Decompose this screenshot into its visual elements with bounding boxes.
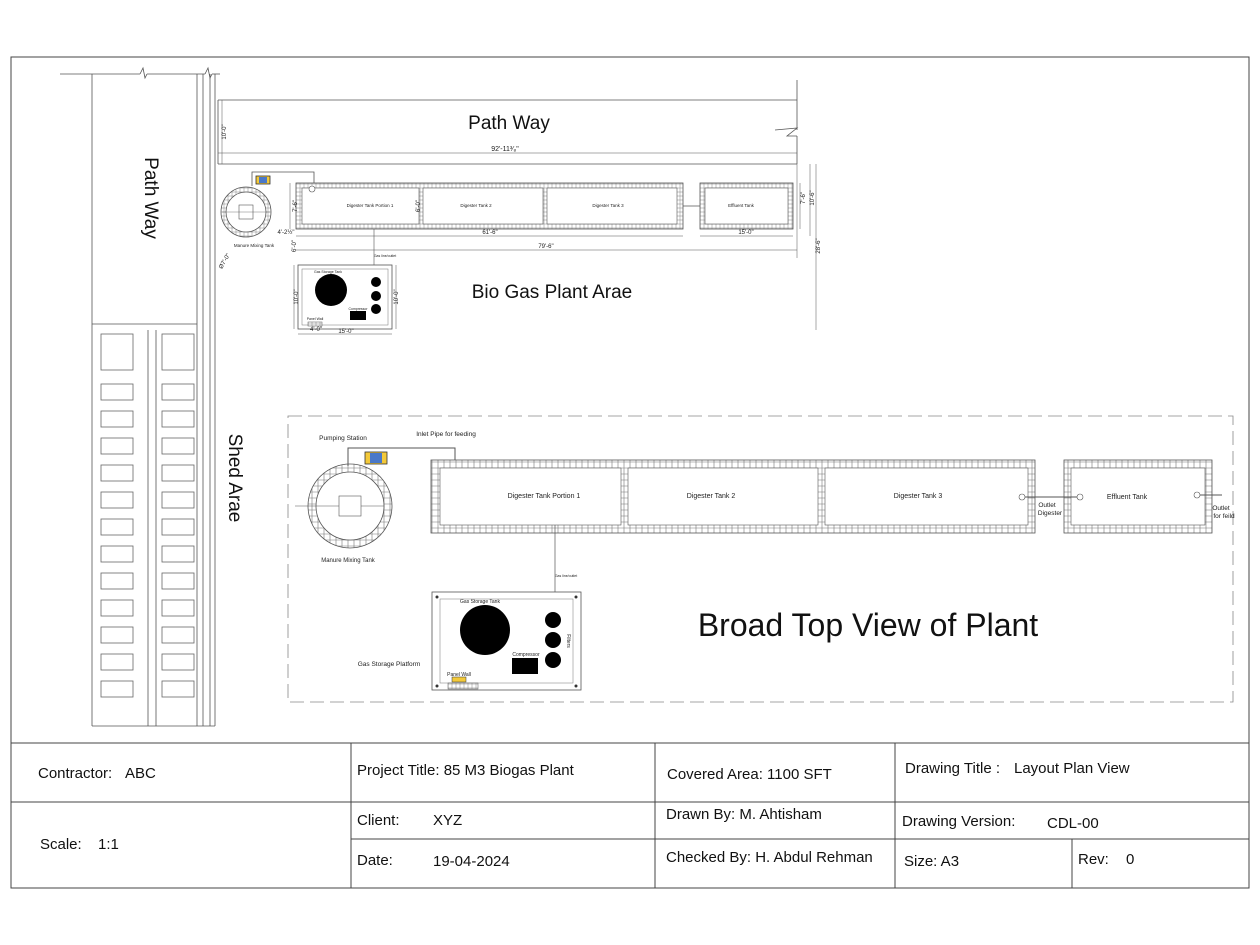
dim-digester-length: 61'-6" xyxy=(482,230,498,236)
drawing-version-value: CDL-00 xyxy=(1047,815,1099,832)
shed-stall xyxy=(101,411,133,427)
shed-stall xyxy=(162,334,194,370)
dim-right-height-b: 10'-6" xyxy=(810,190,816,206)
large-plan xyxy=(295,448,1222,690)
small-plan xyxy=(221,164,816,334)
shed-stall xyxy=(101,384,133,400)
large-outlet-feild-2: for feild xyxy=(1213,513,1235,520)
checked-by: Checked By: H. Abdul Rehman xyxy=(666,849,873,866)
shed-stall xyxy=(101,546,133,562)
small-effluent-tank: Effluent Tank xyxy=(728,203,754,208)
dim-right-height-a: 7'-6" xyxy=(801,192,807,204)
shed-stall xyxy=(162,519,194,535)
contractor-value: ABC xyxy=(125,765,156,782)
dim-gap-b: 6'-0" xyxy=(292,240,298,252)
shed-stall xyxy=(101,600,133,616)
large-outlet-digester-2: Digester xyxy=(1037,510,1063,517)
dim-storage-h-right: 10'-0" xyxy=(394,289,400,305)
date-value: 19-04-2024 xyxy=(433,853,510,870)
client-label: Client: xyxy=(357,812,400,829)
date-label: Date: xyxy=(357,852,393,869)
small-gas-storage-tank: Gas Storage Tank xyxy=(314,270,342,274)
large-gas-line: Gas line/outlet xyxy=(554,574,578,578)
dim-storage-h-left: 10'-0" xyxy=(294,289,300,305)
large-gas-storage-platform: Gas Storage Platform xyxy=(357,661,421,668)
large-manure-mixing-tank: Manure Mixing Tank xyxy=(321,558,375,564)
shed-stall xyxy=(162,438,194,454)
shed-stall xyxy=(162,600,194,616)
broad-view-title: Broad Top View of Plant xyxy=(697,607,1039,643)
client-value: XYZ xyxy=(433,812,463,829)
small-panel-wall: Panel Wall xyxy=(306,317,324,321)
shed-stalls-left xyxy=(101,334,133,697)
small-compressor: Compressor xyxy=(348,307,368,311)
shed-stall xyxy=(162,681,194,697)
shed-stall xyxy=(162,411,194,427)
rev-label: Rev: xyxy=(1078,851,1109,868)
small-gas-line: Gas line/outlet xyxy=(373,254,397,258)
scale-label: Scale: xyxy=(40,836,82,853)
left-pathway xyxy=(60,68,220,726)
size-value: Size: A3 xyxy=(904,853,960,870)
small-digester-3: Digester Tank 3 xyxy=(592,203,624,208)
large-digester-2: Digester Tank 2 xyxy=(686,493,736,500)
large-gas-storage-tank: Gas Storage Tank xyxy=(460,599,500,605)
large-compressor: Compressor xyxy=(512,652,540,658)
small-digester-portion-1: Digester Tank Portion 1 xyxy=(346,203,394,208)
scale-value: 1:1 xyxy=(98,836,119,853)
dim-storage-w: 15'-0" xyxy=(338,329,354,335)
shed-stall xyxy=(101,334,133,370)
dim-path-width: 10'-0" xyxy=(222,124,228,140)
drawing-title-value: Layout Plan View xyxy=(1014,760,1130,777)
shed-stall xyxy=(101,627,133,643)
covered-area: Covered Area: 1100 SFT xyxy=(667,766,832,783)
dim-effluent-length: 15'-0" xyxy=(738,230,754,236)
large-outlet-digester-1: Outlet xyxy=(1038,502,1056,509)
bio-gas-area-label: Bio Gas Plant Arae xyxy=(471,282,633,303)
shed-stall xyxy=(162,573,194,589)
drawing-version-label: Drawing Version: xyxy=(902,813,1016,830)
large-panel-wall: Panel Wall xyxy=(447,672,471,678)
shed-stall xyxy=(101,573,133,589)
shed-stall xyxy=(162,384,194,400)
dim-gap-a: 4'-2½" xyxy=(277,230,295,236)
shed-stall xyxy=(162,546,194,562)
dim-tank-height-b: 6'-0" xyxy=(416,200,422,212)
rev-value: 0 xyxy=(1126,851,1135,868)
dim-mixing-dia: Ø7'-0" xyxy=(218,252,232,271)
shed-stall xyxy=(101,654,133,670)
dim-right-overall: 28'-6" xyxy=(816,238,822,254)
shed-stall xyxy=(101,438,133,454)
shed-area-label: Shed Arae xyxy=(224,433,245,523)
large-pumping-station: Pumping Station xyxy=(319,435,367,442)
large-filters: Filters xyxy=(565,634,571,648)
dim-top-length: 92'-11³⁄₈" xyxy=(491,146,519,153)
contractor-label: Contractor: xyxy=(38,765,113,782)
large-inlet-pipe: Inlet Pipe for feeding xyxy=(416,431,476,438)
drawn-by: Drawn By: M. Ahtisham xyxy=(666,806,822,823)
shed-stall xyxy=(162,492,194,508)
shed-stall xyxy=(162,654,194,670)
shed-stall xyxy=(101,681,133,697)
broad-view-frame xyxy=(288,416,1233,702)
small-manure-mixing-tank: Manure Mixing Tank xyxy=(233,243,275,248)
dim-overall-length: 79'-6" xyxy=(538,244,554,250)
shed-stalls-right xyxy=(162,334,194,697)
dim-tank-height: 7'-6" xyxy=(293,200,299,212)
dim-storage-w-small: 4'-0" xyxy=(310,327,322,333)
project-title: Project Title: 85 M3 Biogas Plant xyxy=(357,762,574,779)
path-way-left-label: Path Way xyxy=(140,157,161,239)
shed-stall xyxy=(101,519,133,535)
large-digester-portion-1: Digester Tank Portion 1 xyxy=(507,493,581,500)
drawing-title-label: Drawing Title : xyxy=(905,760,1001,777)
large-effluent-tank: Effluent Tank xyxy=(1106,494,1148,501)
small-digester-2: Digester Tank 2 xyxy=(460,203,492,208)
large-outlet-feild-1: Outlet xyxy=(1212,505,1230,512)
path-way-top-label: Path Way xyxy=(468,113,550,134)
shed-stall xyxy=(162,465,194,481)
shed-stall xyxy=(162,627,194,643)
large-digester-3: Digester Tank 3 xyxy=(893,493,943,500)
shed-stall xyxy=(101,465,133,481)
shed-stall xyxy=(101,492,133,508)
